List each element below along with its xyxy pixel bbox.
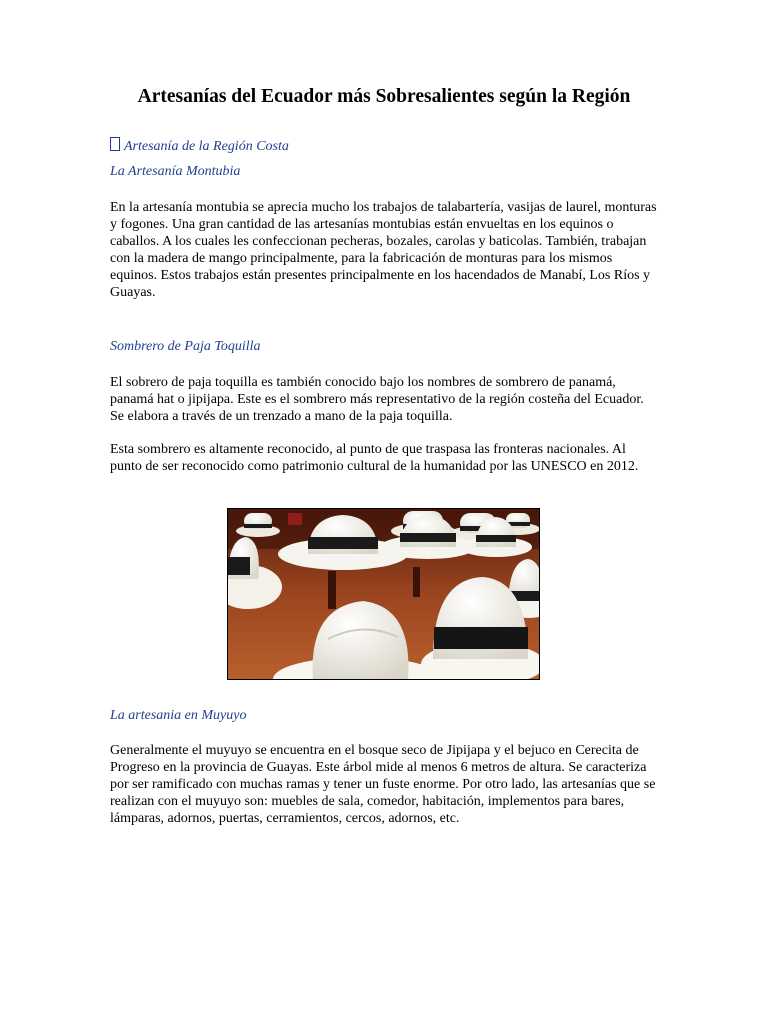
missing-glyph-icon bbox=[110, 137, 120, 151]
panama-hats-image bbox=[228, 509, 539, 679]
paragraph-paja-1: El sobrero de paja toquilla es también conocido bajo los nombres de sombrero de panamá, panamá hat o jipijapa. Este es el sombrero más representativo de la región costeña del Ecuador. Se elabora a través de un trenzado a mano de la paja toquilla. bbox=[110, 375, 644, 424]
subheading-paja-toquilla: Sombrero de Paja Toquilla bbox=[110, 339, 261, 354]
subheading-montubia: La Artesanía Montubia bbox=[110, 164, 241, 179]
subheading-muyuyo: La artesania en Muyuyo bbox=[110, 708, 247, 723]
section-heading-costa bbox=[110, 137, 289, 155]
paragraph-montubia: En la artesanía montubia se aprecia mucho los trabajos de talabartería, vasijas de laurel, monturas y fogones. Una gran cantidad de las artesanías montubias están envueltas en los equinos o caballos. A los cuales les confeccionan pecheras, bozales, carolas y baticolas. También, trabajan con la madera de mango principalmente, para la fabricación de monturas para los mismos equinos. Estos trabajos están presentes principalmente en los hacendados de Manabí, Los Ríos y Guayas. bbox=[110, 200, 657, 300]
paragraph-paja-2: Esta sombrero es altamente reconocido, al punto de que traspasa las fronteras nacionales. Al punto de ser reconocido como patrimonio cultural de la humanidad por las UNESCO en 2012. bbox=[110, 442, 639, 474]
page-title: Artesanías del Ecuador más Sobresalientes según la Región bbox=[137, 86, 631, 107]
section-heading-text: Artesanía de la Región Costa bbox=[124, 139, 289, 154]
hats-photo bbox=[227, 508, 540, 680]
paragraph-muyuyo: Generalmente el muyuyo se encuentra en el bosque seco de Jipijapa y el bejuco en Cerecita de Progreso en la provincia de Guayas. Este árbol mide al menos 6 metros de altura. Se caracteriza por ser ramificado con muchas ramas y tener un fuste enorme. Por otro lado, las artesanías que se realizan con el muyuyo son: muebles de sala, comedor, habitación, implementos para bares, lámparas, adornos, puertas, cerramientos, cercos, adornos, etc. bbox=[110, 743, 656, 826]
